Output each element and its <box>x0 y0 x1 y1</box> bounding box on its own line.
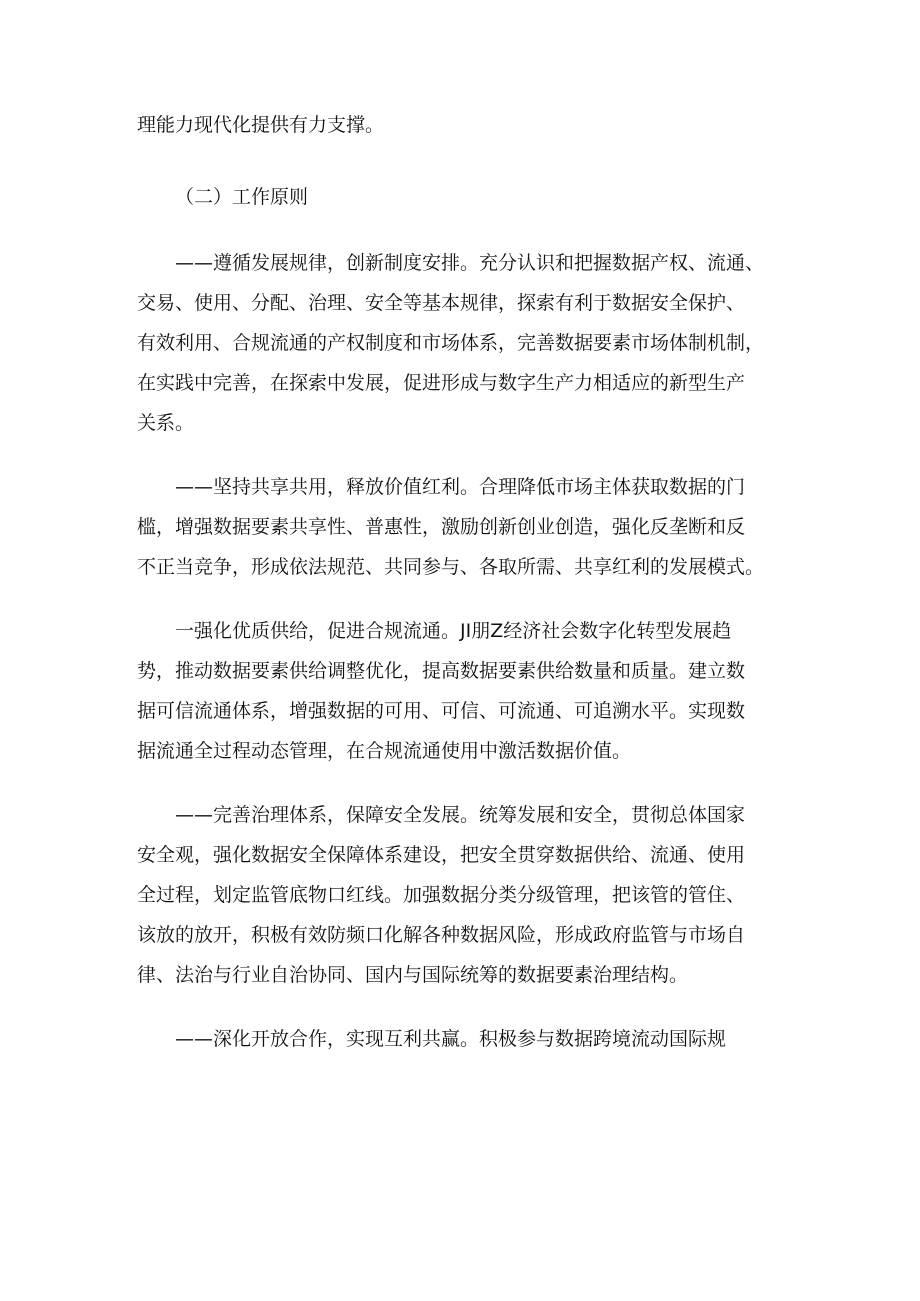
text-line: 据流通全过程动态管理，在合规流通使用中激活数据价值。 <box>137 740 632 762</box>
text-line: ——深化开放合作，实现互利共赢。积极参与数据跨境流动国际规 <box>175 1028 727 1050</box>
text-line: 理能力现代化提供有力支撑。 <box>137 114 385 136</box>
section-heading <box>137 177 777 217</box>
text-line: 关系。 <box>137 412 195 434</box>
text-line: 交易、使用、分配、治理、安全等基本规律，探索有利于数据安全保护、 <box>137 292 746 314</box>
text-line: ——遵循发展规律，创新制度安排。充分认识和把握数据产权、流通、 <box>175 252 765 274</box>
principle-paragraph-2 <box>137 467 777 587</box>
text-line: 律、法治与行业自治协同、国内与国际统筹的数据要素治理结构。 <box>137 964 689 986</box>
principle-paragraph-3 <box>137 611 777 771</box>
text-line: 槛，增强数据要素共享性、普惠性，激励创新创业创造，强化反垄断和反 <box>137 516 746 538</box>
text-line: 有效利用、合规流通的产权制度和市场体系，完善数据要素市场体制机制， <box>137 332 765 354</box>
text-line: 一强化优质供给，促进合规流通。JI朋Z经济社会数字化转型发展趋 <box>175 620 732 642</box>
paragraph-continuation <box>137 105 777 145</box>
text-line: 安全观，强化数据安全保障体系建设，把安全贯穿数据供给、流通、使用 <box>137 844 746 866</box>
text-line: 全过程，划定监管底物口红线。加强数据分类分级管理，把该管的管住、 <box>137 884 746 906</box>
text-line: 不正当竞争，形成依法规范、共同参与、各取所需、共享红利的发展模式。 <box>137 556 765 578</box>
text-line: 势，推动数据要素供给调整优化，提高数据要素供给数量和质量。建立数 <box>137 660 746 682</box>
document-body <box>137 105 777 1059</box>
text-line: ——坚持共享共用，释放价值红利。合理降低市场主体获取数据的门 <box>175 476 746 498</box>
principle-paragraph-1 <box>137 243 777 443</box>
text-line: 该放的放开，积极有效防频口化解各种数据风险，形成政府监管与市场自 <box>137 924 746 946</box>
principle-paragraph-5 <box>137 1019 777 1059</box>
heading-text: （二）工作原则 <box>175 186 309 208</box>
text-line: 在实践中完善，在探索中发展，促进形成与数字生产力相适应的新型生产 <box>137 372 746 394</box>
text-line: 据可信流通体系，增强数据的可用、可信、可流通、可追溯水平。实现数 <box>137 700 746 722</box>
principle-paragraph-4 <box>137 795 777 995</box>
text-line: ——完善治理体系，保障安全发展。统筹发展和安全，贯彻总体国家 <box>175 804 746 826</box>
